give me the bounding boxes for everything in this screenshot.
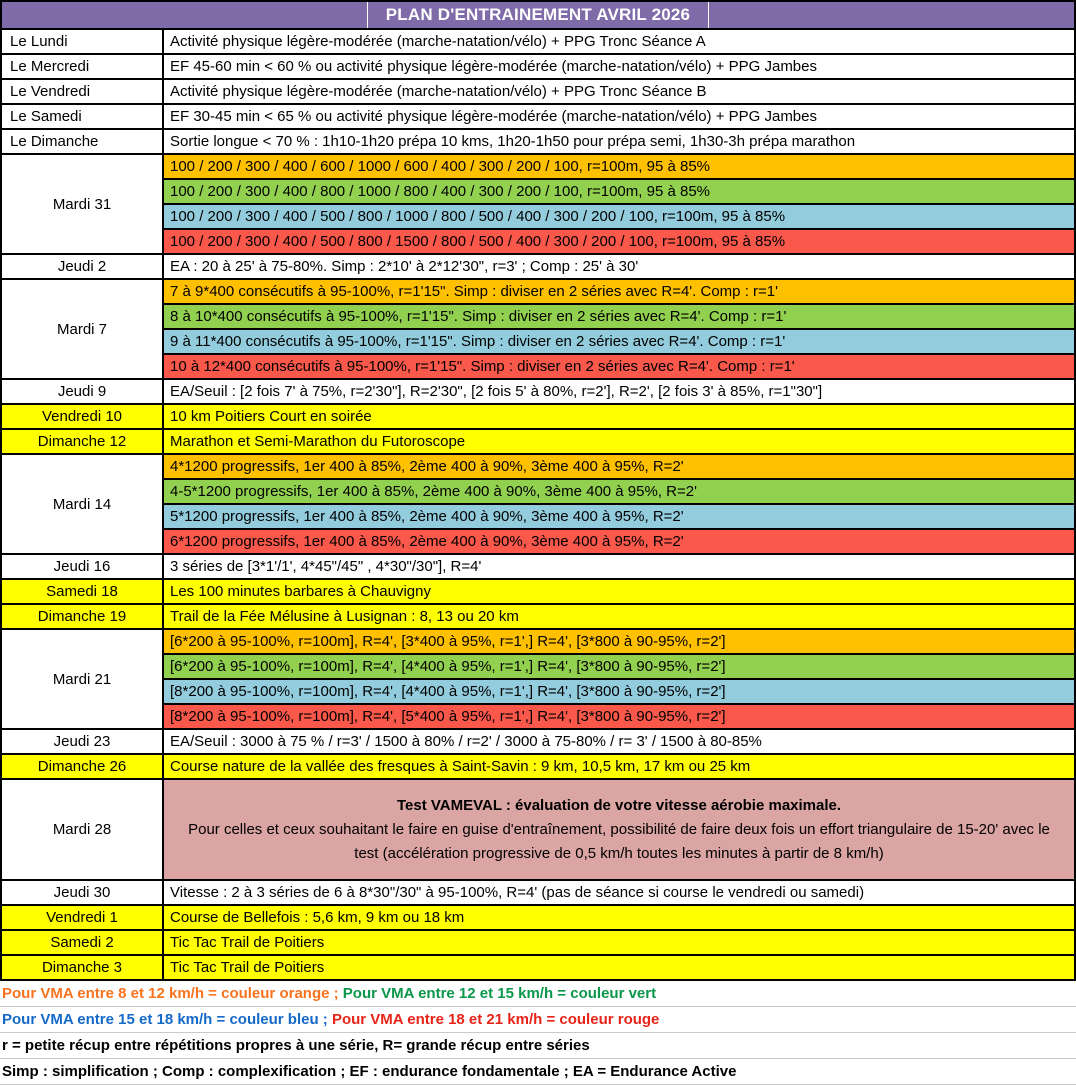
race-day-cell: Vendredi 1 <box>1 905 163 930</box>
race-cell: Tic Tac Trail de Poitiers <box>163 930 1075 955</box>
table-row <box>1 329 1075 354</box>
session-cell: Activité physique légère-modérée (marche-natation/vélo) + PPG Tronc Séance B <box>163 79 1075 104</box>
legend-vma-green: Pour VMA entre 12 et 15 km/h = couleur vert <box>338 985 657 1002</box>
table-row <box>1 579 1075 604</box>
race-day-cell: Vendredi 10 <box>1 404 163 429</box>
race-day-cell: Dimanche 3 <box>1 955 163 980</box>
race-cell: Les 100 minutes barbares à Chauvigny <box>163 579 1075 604</box>
table-row <box>1 404 1075 429</box>
table-row <box>1 429 1075 454</box>
table-row <box>1 654 1075 679</box>
day-cell: Mardi 7 <box>1 279 163 379</box>
table-row <box>1 154 1075 179</box>
table-row <box>1 930 1075 955</box>
table-row <box>1 204 1075 229</box>
variant-cell-orange: [6*200 à 95-100%, r=100m], R=4', [3*400 à 95%, r=1',] R=4', [3*800 à 90-95%, r=2'] <box>163 629 1075 654</box>
variant-cell-red: 10 à 12*400 consécutifs à 95-100%, r=1'15". Simp : diviser en 2 séries avec R=4'. Comp : r=1' <box>163 354 1075 379</box>
session-cell: Vitesse : 2 à 3 séries de 6 à 8*30"/30" à 95-100%, R=4' (pas de séance si course le vendredi ou samedi) <box>163 880 1075 905</box>
variant-cell-red: [8*200 à 95-100%, r=100m], R=4', [5*400 à 95%, r=1',] R=4', [3*800 à 90-95%, r=2'] <box>163 704 1075 729</box>
table-row <box>1 179 1075 204</box>
table-row <box>1 504 1075 529</box>
legend-line-vma-orange-green <box>0 981 1076 1007</box>
table-row <box>1 29 1075 54</box>
variant-cell-blue: [8*200 à 95-100%, r=100m], R=4', [4*400 à 95%, r=1',] R=4', [3*800 à 90-95%, r=2'] <box>163 679 1075 704</box>
session-cell: EF 45-60 min < 60 % ou activité physique légère-modérée (marche-natation/vélo) + PPG Jambes <box>163 54 1075 79</box>
legend-abbrev-text: Simp : simplification ; Comp : complexification ; EF : endurance fondamentale ; EA = Endurance Active <box>2 1063 737 1080</box>
table-row <box>1 54 1075 79</box>
session-cell: EA/Seuil : 3000 à 75 % / r=3' / 1500 à 80% / r=2' / 3000 à 75-80% / r= 3' / 1500 à 80-85% <box>163 729 1075 754</box>
day-cell: Jeudi 30 <box>1 880 163 905</box>
legend-vma-red: Pour VMA entre 18 et 21 km/h = couleur rouge <box>327 1011 660 1028</box>
day-cell: Mardi 14 <box>1 454 163 554</box>
variant-cell-red: 6*1200 progressifs, 1er 400 à 85%, 2ème 400 à 90%, 3ème 400 à 95%, R=2' <box>163 529 1075 554</box>
table-row <box>1 354 1075 379</box>
table-row <box>1 955 1075 980</box>
vameval-cell <box>163 779 1075 880</box>
table-row <box>1 880 1075 905</box>
race-cell: Marathon et Semi-Marathon du Futoroscope <box>163 429 1075 454</box>
variant-cell-blue: 100 / 200 / 300 / 400 / 500 / 800 / 1000 / 800 / 500 / 400 / 300 / 200 / 100, r=100m, 95 à 85% <box>163 204 1075 229</box>
table-row <box>1 479 1075 504</box>
day-cell: Jeudi 9 <box>1 379 163 404</box>
table-row <box>1 229 1075 254</box>
day-cell: Le Vendredi <box>1 79 163 104</box>
table-row <box>1 254 1075 279</box>
day-cell: Jeudi 23 <box>1 729 163 754</box>
table-row <box>1 79 1075 104</box>
variant-cell-orange: 4*1200 progressifs, 1er 400 à 85%, 2ème 400 à 90%, 3ème 400 à 95%, R=2' <box>163 454 1075 479</box>
vameval-title: Test VAMEVAL : évaluation de votre vitesse aérobie maximale. <box>396 796 842 814</box>
race-cell: Course nature de la vallée des fresques à Saint-Savin : 9 km, 10,5 km, 17 km ou 25 km <box>163 754 1075 779</box>
table-row <box>1 679 1075 704</box>
race-day-cell: Dimanche 12 <box>1 429 163 454</box>
day-cell: Mardi 31 <box>1 154 163 254</box>
variant-cell-blue: 9 à 11*400 consécutifs à 95-100%, r=1'15". Simp : diviser en 2 séries avec R=4'. Comp : r=1' <box>163 329 1075 354</box>
legend-recup-text: r = petite récup entre répétitions propres à une série, R= grande récup entre séries <box>2 1037 590 1054</box>
day-cell: Jeudi 16 <box>1 554 163 579</box>
day-cell: Le Lundi <box>1 29 163 54</box>
legend-line-recup <box>0 1033 1076 1059</box>
session-cell: EA/Seuil : [2 fois 7' à 75%, r=2'30"], R=2'30", [2 fois 5' à 80%, r=2'], R=2', [2 fois 3' à 85%, r=1"30"] <box>163 379 1075 404</box>
race-cell: Course de Bellefois : 5,6 km, 9 km ou 18 km <box>163 905 1075 930</box>
legend-line-vma-blue-red <box>0 1007 1076 1033</box>
variant-cell-green: [6*200 à 95-100%, r=100m], R=4', [4*400 à 95%, r=1',] R=4', [3*800 à 90-95%, r=2'] <box>163 654 1075 679</box>
table-row <box>1 304 1075 329</box>
variant-cell-green: 8 à 10*400 consécutifs à 95-100%, r=1'15". Simp : diviser en 2 séries avec R=4'. Comp : r=1' <box>163 304 1075 329</box>
table-row <box>1 554 1075 579</box>
table-row <box>1 104 1075 129</box>
legend-vma-orange: Pour VMA entre 8 et 12 km/h = couleur orange ; <box>2 985 339 1002</box>
race-day-cell: Samedi 18 <box>1 579 163 604</box>
variant-cell-orange: 7 à 9*400 consécutifs à 95-100%, r=1'15". Simp : diviser en 2 séries avec R=4'. Comp : r=1' <box>163 279 1075 304</box>
day-cell: Le Mercredi <box>1 54 163 79</box>
day-cell: Jeudi 2 <box>1 254 163 279</box>
table-row <box>1 1 1075 29</box>
session-cell: EF 30-45 min < 65 % ou activité physique légère-modérée (marche-natation/vélo) + PPG Jambes <box>163 104 1075 129</box>
table-row <box>1 529 1075 554</box>
day-cell: Le Samedi <box>1 104 163 129</box>
table-row <box>1 629 1075 654</box>
session-cell: 3 séries de [3*1'/1', 4*45"/45" , 4*30"/30"], R=4' <box>163 554 1075 579</box>
variant-cell-red: 100 / 200 / 300 / 400 / 500 / 800 / 1500 / 800 / 500 / 400 / 300 / 200 / 100, r=100m, 95 à 85% <box>163 229 1075 254</box>
variant-cell-blue: 5*1200 progressifs, 1er 400 à 85%, 2ème 400 à 90%, 3ème 400 à 95%, R=2' <box>163 504 1075 529</box>
variant-cell-green: 100 / 200 / 300 / 400 / 800 / 1000 / 800 / 400 / 300 / 200 / 100, r=100m, 95 à 85% <box>163 179 1075 204</box>
variant-cell-green: 4-5*1200 progressifs, 1er 400 à 85%, 2ème 400 à 90%, 3ème 400 à 95%, R=2' <box>163 479 1075 504</box>
legend-vma-blue: Pour VMA entre 15 et 18 km/h = couleur bleu ; <box>2 1011 328 1028</box>
legend <box>0 981 1076 1085</box>
table-row <box>1 905 1075 930</box>
session-cell: Activité physique légère-modérée (marche-natation/vélo) + PPG Tronc Séance A <box>163 29 1075 54</box>
vameval-body: Pour celles et ceux souhaitant le faire en guise d'entraînement, possibilité de faire deux fois un effort triangulaire de 15-20' avec le test (accélération progressive de 0,5 km/h toutes les minutes à partir de 8 km/h) <box>188 820 1050 862</box>
variant-cell-orange: 100 / 200 / 300 / 400 / 600 / 1000 / 600 / 400 / 300 / 200 / 100, r=100m, 95 à 85% <box>163 154 1075 179</box>
session-cell: Sortie longue < 70 % : 1h10-1h20 prépa 10 kms, 1h20-1h50 pour prépa semi, 1h30-3h prépa marathon <box>163 129 1075 154</box>
table-row <box>1 779 1075 880</box>
race-cell: 10 km Poitiers Court en soirée <box>163 404 1075 429</box>
table-row <box>1 729 1075 754</box>
table-row <box>1 454 1075 479</box>
day-cell: Mardi 28 <box>1 779 163 880</box>
session-cell: EA : 20 à 25' à 75-80%. Simp : 2*10' à 2*12'30", r=3' ; Comp : 25' à 30' <box>163 254 1075 279</box>
race-day-cell: Dimanche 19 <box>1 604 163 629</box>
title-bar <box>1 1 1075 29</box>
day-cell: Mardi 21 <box>1 629 163 729</box>
day-cell: Le Dimanche <box>1 129 163 154</box>
table-row <box>1 704 1075 729</box>
table-row <box>1 129 1075 154</box>
table-row <box>1 754 1075 779</box>
race-day-cell: Samedi 2 <box>1 930 163 955</box>
race-day-cell: Dimanche 26 <box>1 754 163 779</box>
race-cell: Tic Tac Trail de Poitiers <box>163 955 1075 980</box>
table-row <box>1 379 1075 404</box>
race-cell: Trail de la Fée Mélusine à Lusignan : 8, 13 ou 20 km <box>163 604 1075 629</box>
page-title: PLAN D'ENTRAINEMENT AVRIL 2026 <box>367 2 709 28</box>
table-row <box>1 604 1075 629</box>
legend-line-abbrev <box>0 1059 1076 1085</box>
table-row <box>1 279 1075 304</box>
